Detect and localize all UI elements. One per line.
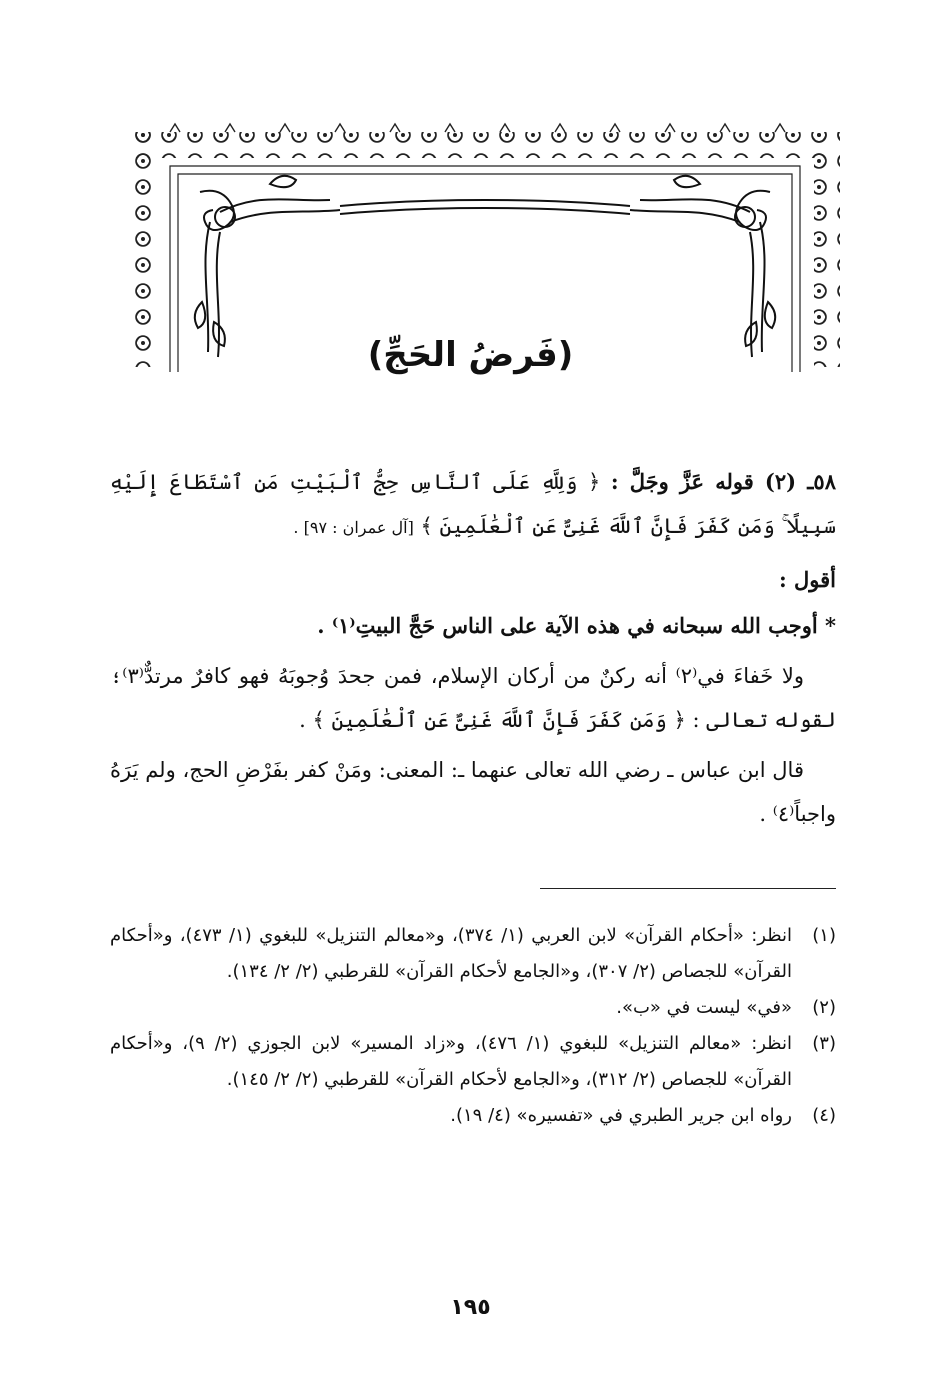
footnote-number: (٤) (812, 1105, 836, 1126)
footnote-3 (110, 1026, 836, 1098)
verse-reference: [آل عمران : ٩٧] . (293, 518, 414, 537)
footnote-text: انظر: «أحكام القرآن» لابن العربي (١/ ٣٧٤)، و«معالم التنزيل» للبغوي (١/ ٤٧٣)، و«أحكام القرآن» للجصاص (٢/ ٣٠٧)، و«الجامع لأحكام القرآن» للقرطبي (٢/ ٢/ ١٣٤). (110, 925, 792, 982)
footnote-4 (110, 1098, 836, 1134)
footnote-text: انظر: «معالم التنزيل» للبغوي (١/ ٤٧٦)، و«زاد المسير» لابن الجوزي (٢/ ٩)، و«أحكام القرآن» للجصاص (٢/ ٣١٢)، و«الجامع لأحكام القرآن» للقرطبي (٢/ ٢/ ١٤٥). (110, 1033, 792, 1090)
aqulu-heading: أقول : (778, 567, 836, 592)
paragraph-two (110, 654, 836, 742)
footnote-2 (110, 990, 836, 1026)
footnote-number: (٢) (812, 997, 836, 1018)
border-left-chain (130, 132, 156, 367)
border-right-chain (814, 132, 840, 367)
entry-paragraph (110, 460, 836, 550)
corner-ornament-right (630, 176, 775, 357)
footnote-text: رواه ابن جرير الطبري في «تفسيره» (٤/ ١٩). (450, 1105, 792, 1126)
paragraph-three: قال ابن عباس ـ رضي الله تعالى عنهما ـ: المعنى: ومَنْ كفر بفَرْضِ الحج، ولم يَرَهُ واجباً⁽٤⁾ . (110, 758, 836, 826)
top-vine (340, 200, 630, 214)
corner-ornament-left (195, 176, 340, 357)
page-title: (فَرضُ الحَجِّ) (367, 335, 574, 375)
footnote-number: (١) (812, 925, 836, 946)
footnote-text: «في» ليست في «ب». (616, 997, 792, 1018)
quran-verse-short: ﴿ وَمَن كَفَرَ فَإِنَّ ٱللَّهَ غَنِىٌّ عَنِ ٱلْعَٰلَمِينَ ﴾ (312, 708, 686, 732)
footnote-1 (110, 918, 836, 990)
point-one: * أوجب الله سبحانه في هذه الآية على الناس حَجَّ البيتِ⁽١⁾ . (317, 613, 836, 638)
footnote-separator (540, 888, 836, 889)
main-text (110, 460, 836, 836)
fleur-row (170, 124, 785, 132)
footnotes (110, 918, 836, 1134)
paragraph-two-end: . (299, 708, 313, 732)
border-top-chain (130, 132, 840, 158)
footnote-number: (٣) (812, 1033, 836, 1054)
paragraph-two-text: ولا خَفاءَ في⁽٢⁾ أنه ركنٌ من أركان الإسلام، فمن جحدَ وُجوبَهُ فهو كافرٌ مرتدٌّ⁽٣⁾؛ لقوله تعالى : (110, 664, 836, 732)
quran-verse: ﴿ وَلِلَّهِ عَلَى ٱلنَّاسِ حِجُّ ٱلْبَيْتِ مَنِ ٱسْتَطَاعَ إِلَيْهِ سَبِيلًا ۚ وَمَن كَفَرَ فَإِنَّ ٱللَّهَ غَنِىٌّ عَنِ ٱلْعَٰلَمِينَ ﴾ (110, 470, 836, 538)
entry-number: ٥٨ـ (٢) قوله عَزَّ وجَلَّ : (610, 469, 836, 494)
page-number: ١٩٥ (450, 1295, 491, 1320)
